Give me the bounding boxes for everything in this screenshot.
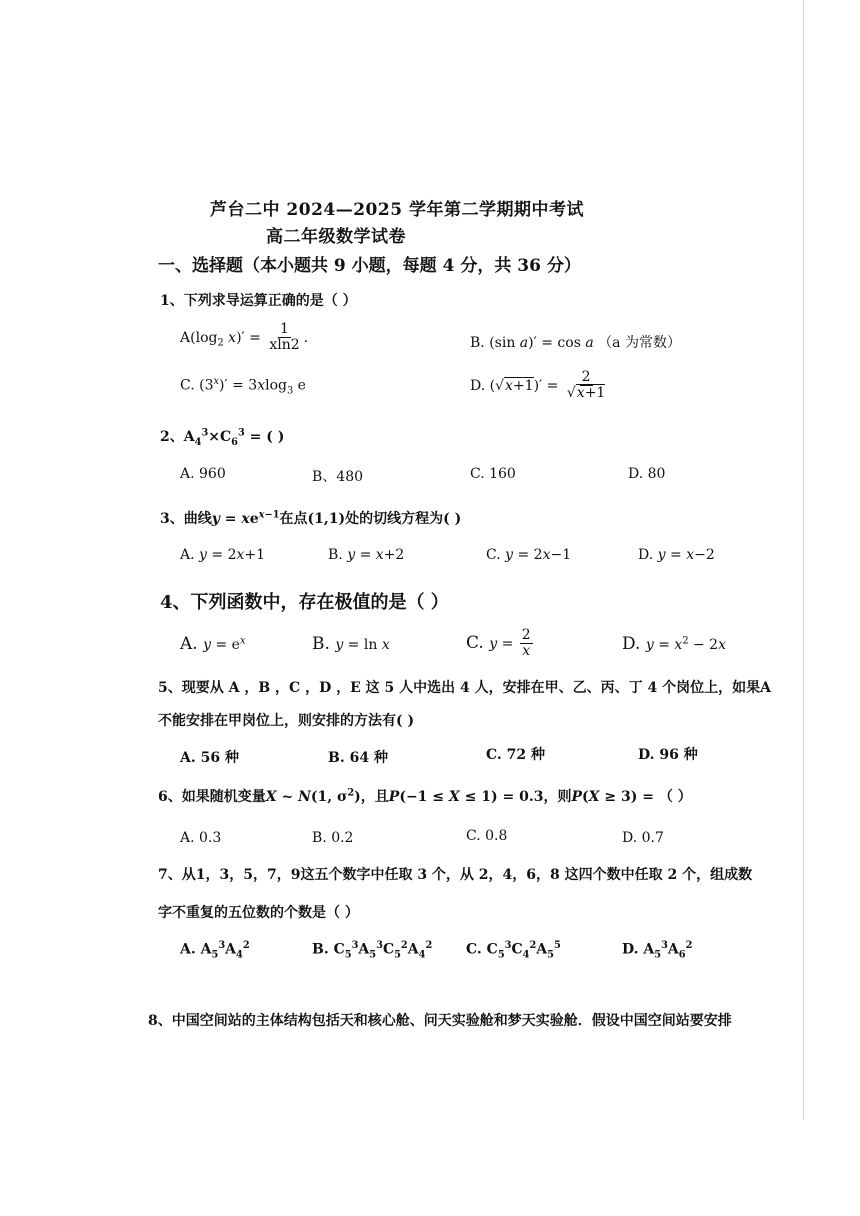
question-4-stem: 4、下列函数中，存在极值的是（ ）: [160, 592, 449, 613]
fraction: $\frac{2}{√x+1}$: [566, 369, 606, 402]
question-4-option-a: A. $y = e^x$: [180, 634, 246, 654]
section-heading: 一、选择题（本小题共 9 小题，每题 4 分，共 36 分）: [158, 256, 581, 276]
question-3-stem: 3、曲线$y = xe^{x-1}$在点(1,1)处的切线方程为( ): [160, 509, 462, 527]
question-6-option-d: D. 0.7: [622, 830, 664, 846]
question-5-option-a: A. 56 种: [180, 750, 239, 766]
question-2-stem: 2、$A_4^3\times C_6^3$ = ( ): [160, 427, 285, 448]
question-6-option-b: B. 0.2: [312, 830, 354, 846]
question-2-option-b: B、480: [312, 469, 364, 485]
option-a-label: A: [180, 329, 191, 346]
question-5-option-c: C. 72 种: [486, 747, 546, 763]
question-4-option-c: C. y = $\frac{2}{x}$: [466, 627, 531, 660]
question-2-option-a: A. 960: [180, 466, 226, 482]
question-7-line-2: 字不重复的五位数的个数是（ ）: [158, 905, 359, 921]
question-5-line-2: 不能安排在甲岗位上，则安排的方法有( ): [158, 713, 415, 729]
exam-title: 芦台二中 2024—2025 学年第二学期期中考试: [210, 200, 584, 220]
page-edge-line: [803, 0, 804, 1120]
question-7-option-c: C. $C_5^3C_4^2A_5^5$: [466, 940, 561, 961]
question-5-option-b: B. 64 种: [328, 750, 388, 766]
question-6-option-c: C. 0.8: [466, 828, 508, 844]
question-7-option-a: A. $A_5^3A_4^2$: [180, 940, 250, 961]
question-1-option-a: $A(\log_2$ x)′ = $\frac{1}{xln2}$ .: [180, 321, 309, 354]
question-8-line-1: 8、中国空间站的主体结构包括天和核心舱、问天实验舱和梦天实验舱．假设中国空间站要安排: [148, 1013, 732, 1029]
question-3-option-d: D. y = x−2: [638, 547, 715, 563]
question-7-option-b: B. $C_5^3A_5^3C_5^2A_4^2$: [312, 940, 433, 961]
question-1-stem: 1、下列求导运算正确的是（ ）: [160, 293, 357, 309]
option-c-label: C.: [180, 377, 195, 394]
option-b-note: （a 为常数）: [598, 335, 681, 351]
question-5-line-1: 5、现要从 A ，B ，C ，D ，E 这 5 人中选出 4 人，安排在甲、乙、丙、丁 4 个岗位上，如果A: [158, 680, 771, 696]
option-b-label: B.: [470, 335, 485, 351]
fraction: $\frac{1}{xln2}$: [269, 321, 300, 354]
question-5-option-d: D. 96 种: [638, 747, 698, 763]
question-4-option-d: D. $y = x^2 - 2x$: [622, 634, 726, 654]
question-1-option-b: B. (sin a)′ = cos a （a 为常数）: [470, 335, 681, 351]
question-1-option-d: D. (√x+1)′ = $\frac{2}{√x+1}$: [470, 369, 606, 402]
question-7-line-1: 7、从1，3，5，7，9这五个数字中任取 3 个，从 2，4，6，8 这四个数中任取 2 个，组成数: [158, 867, 753, 883]
question-6-option-a: A. 0.3: [180, 830, 222, 846]
option-d-label: D.: [470, 377, 486, 394]
question-7-option-d: D. $A_5^3A_6^2$: [622, 940, 693, 961]
question-3-option-b: B. y = x+2: [328, 547, 405, 563]
question-2-option-c: C. 160: [470, 466, 516, 482]
exam-subtitle: 高二年级数学试卷: [266, 227, 406, 247]
question-4-option-b: B. y = ln x: [312, 634, 390, 654]
question-6-stem: 6、如果随机变量X ~ N(1, $\sigma^2$)，且P(−1 ≤ X ≤ 1) = 0.3，则P(X ≥ 3) = （ ）: [158, 787, 692, 805]
question-1-option-c: C. $(3^x)' = 3xlog_3$ e: [180, 376, 306, 397]
question-3-option-c: C. y = 2x−1: [486, 547, 572, 563]
question-3-option-a: A. y = 2x+1: [180, 547, 266, 563]
question-2-option-d: D. 80: [628, 466, 666, 482]
